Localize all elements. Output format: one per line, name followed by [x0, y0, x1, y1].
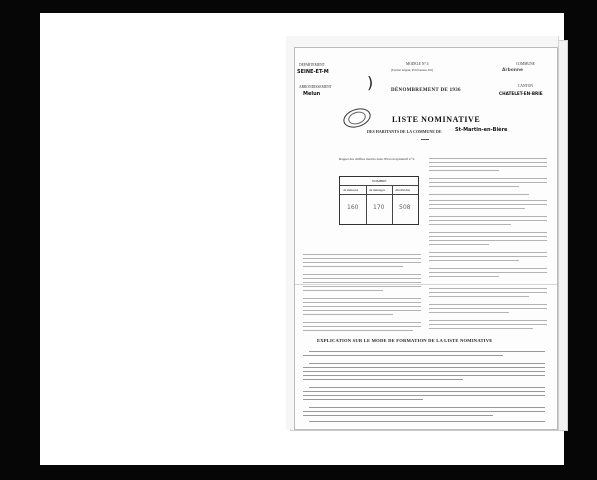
commune-handwritten: St-Martin-en-Bière [455, 127, 508, 133]
table-caption: Rappel des chiffres inscrits dans l'Etat récapitulatif n° 6 [339, 157, 415, 161]
header-commune-label: COMMUNE [516, 62, 535, 66]
table-header: NOMBRE [372, 179, 387, 183]
header-canton-label: CANTON [518, 84, 533, 88]
table-col-header: de maisons [343, 188, 359, 192]
census-title: DÉNOMBREMENT DE 1936 [391, 88, 461, 93]
header-arrondissement-value: Melun [303, 91, 321, 97]
explanation-heading: EXPLICATION SUR LE MODE DE FORMATION DE LA LISTE NOMINATIVE [317, 338, 493, 343]
page-subtitle: DES HABITANTS DE LA COMMUNE DE [367, 129, 442, 134]
table-col-line [392, 186, 393, 224]
header-format-label: (Format largeur, Pl.6 hauteur, P.6) [391, 68, 433, 72]
document-page [294, 47, 558, 430]
page-title: LISTE NOMINATIVE [392, 115, 481, 124]
handwritten-mark: ) [367, 73, 374, 92]
table-col-line [366, 186, 367, 224]
page-fold [295, 284, 557, 285]
table-col-header: d'individus [395, 188, 410, 192]
table-col-header: de ménages [369, 188, 385, 192]
header-arrondissement-label: ARRONDISSEMENT [299, 85, 332, 89]
population-table [339, 176, 419, 225]
header-departement-label: DEPARTEMENT [299, 63, 325, 67]
title-underline [421, 139, 429, 140]
header-canton-value: CHATELET-EN-BRIE [499, 91, 543, 96]
table-rule [340, 194, 418, 195]
table-rule [340, 185, 418, 186]
header-model-label: MODELE N° 4 [406, 62, 429, 66]
table-cell: 160 [347, 204, 359, 211]
header-commune-value: Arbonne [502, 68, 523, 73]
table-cell: 508 [399, 204, 411, 211]
header-departement-value: SEINE-ET-M [297, 69, 329, 75]
table-cell: 170 [373, 204, 385, 211]
